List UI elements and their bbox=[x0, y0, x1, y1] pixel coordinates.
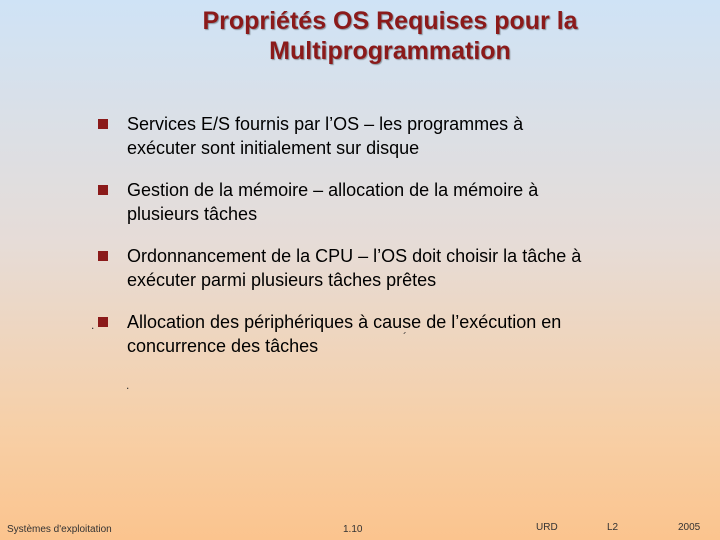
square-bullet-icon bbox=[98, 317, 108, 327]
bullet-item bbox=[98, 244, 678, 292]
bullet-line-2: exécuter parmi plusieurs tâches prêtes bbox=[127, 270, 437, 290]
stray-accent-mark: ´ bbox=[403, 330, 407, 344]
footer-course: Systèmes d'exploitation bbox=[7, 524, 112, 535]
bullet-line-1: Gestion de la mémoire – allocation de la mémoire à bbox=[127, 180, 539, 200]
bullet-item bbox=[98, 178, 678, 226]
bullet-line-1: Ordonnancement de la CPU – l’OS doit choisir la tâche à bbox=[127, 246, 582, 266]
stray-dot: . bbox=[91, 318, 95, 332]
stray-dot: . bbox=[126, 378, 130, 392]
square-bullet-icon bbox=[98, 185, 108, 195]
square-bullet-icon bbox=[98, 119, 108, 129]
bullet-item bbox=[98, 112, 678, 160]
footer-school: URD bbox=[536, 522, 558, 533]
bullet-line-1: Allocation des périphériques à cause de l’exécution en bbox=[127, 312, 562, 332]
square-bullet-icon bbox=[98, 251, 108, 261]
bullet-line-1: Services E/S fournis par l’OS – les programmes à bbox=[127, 114, 524, 134]
slide-title-line-2: Multiprogrammation bbox=[269, 37, 511, 65]
footer-page-number: 1.10 bbox=[343, 524, 363, 535]
bullet-line-2: concurrence des tâches bbox=[127, 336, 319, 356]
bullet-item bbox=[98, 310, 678, 358]
footer-year: 2005 bbox=[678, 522, 701, 533]
slide-title-line-1: Propriétés OS Requises pour la bbox=[202, 7, 578, 35]
bullet-list bbox=[98, 112, 678, 376]
bullet-line-2: exécuter sont initialement sur disque bbox=[127, 138, 420, 158]
slide-title bbox=[130, 6, 650, 66]
bullet-line-2: plusieurs tâches bbox=[127, 204, 258, 224]
footer-level: L2 bbox=[607, 522, 619, 533]
